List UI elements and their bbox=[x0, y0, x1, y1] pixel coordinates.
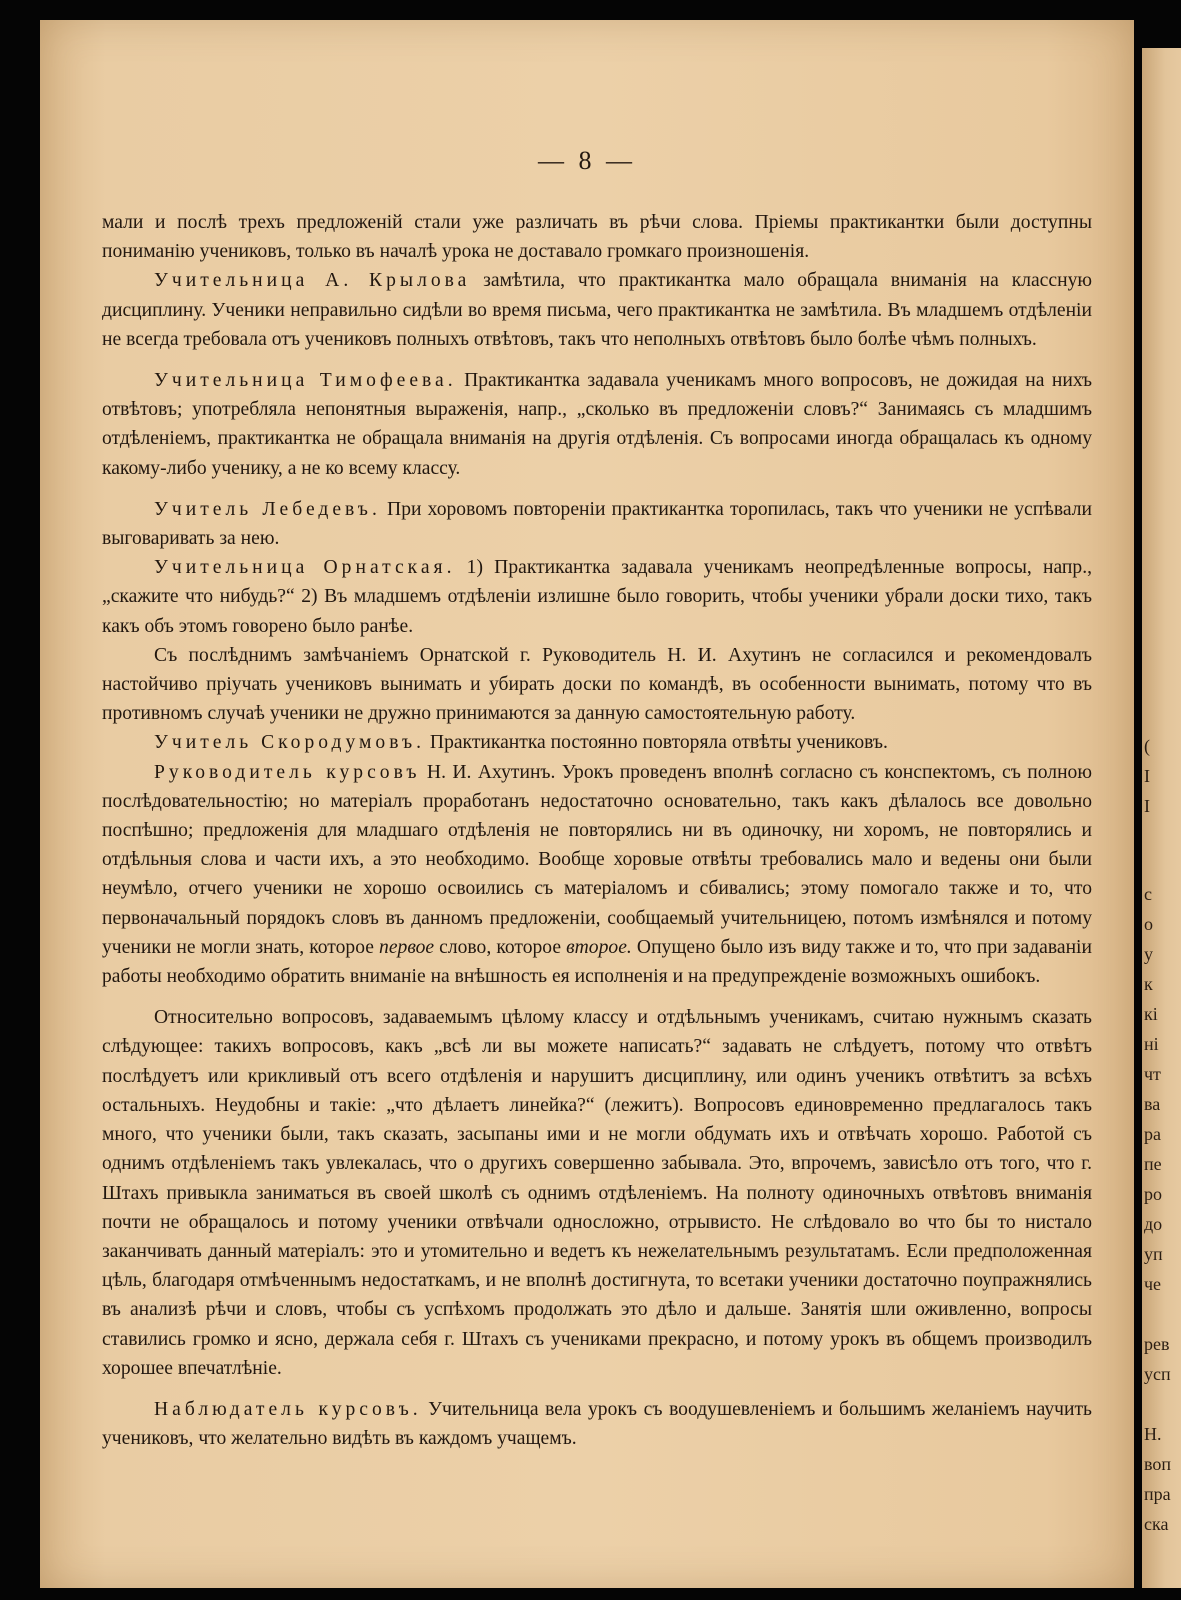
adjacent-page-fragment: че bbox=[1144, 1274, 1162, 1294]
speaker-name: Учитель Скородумовъ. bbox=[154, 732, 426, 754]
paragraph-skorodumov: Учитель Скородумовъ. Практикантка постоянно повторяла отвѣты учениковъ. bbox=[154, 732, 888, 754]
adjacent-page-fragment: у bbox=[1144, 944, 1153, 964]
adjacent-page-fragment: ска bbox=[1144, 1514, 1169, 1534]
speaker-name: Учительница Орнатская. bbox=[154, 557, 456, 579]
adjacent-page-fragment: чт bbox=[1144, 1064, 1161, 1084]
paragraph-timofeeva: Учительница Тимофеева. Практикантка задавала ученикамъ много вопросовъ, не дожидая на нихъ отвѣтовъ; употребляла непонятныя выраженія, напр., „сколько въ предложеніи словъ?“ Занимаясь съ младшимъ отдѣленіемъ, практикантка не обращала вниманія на другія отдѣленія. Съ вопросами иногда обращалась къ одному какому-либо ученику, а не ко всему классу. bbox=[102, 370, 1093, 479]
adjacent-page-fragment: Н. bbox=[1144, 1424, 1162, 1444]
speaker-name: Руководитель курсовъ bbox=[154, 761, 421, 783]
paragraph-ornatskaya: Учительница Орнатская. 1) Практикантка задавала ученикамъ неопредѣленные вопросы, напр., „скажите что нибудь?“ 2) Въ младшемъ отдѣленіи излишне было говорить, чтобы ученики убрали доски тихо, такъ какъ объ этомъ говорено было ранѣе. bbox=[102, 557, 1092, 637]
adjacent-page-fragment: уп bbox=[1144, 1244, 1163, 1264]
paragraph-krylova: Учительница А. Крылова замѣтила, что практикантка мало обращала вниманія на классную дисциплину. Ученики неправильно сидѣли во время письма, чего практикантка не замѣтила. Въ младшемъ отдѣленіи не всегда требовала отъ учениковъ полныхъ отвѣтовъ, такъ что неполныхъ отвѣтовъ было болѣе чѣмъ полныхъ. bbox=[102, 270, 1092, 350]
adjacent-page-fragment: І bbox=[1144, 796, 1150, 816]
adjacent-page-fragment: ро bbox=[1144, 1184, 1162, 1204]
book-page bbox=[40, 20, 1134, 1588]
paragraph-lebedev: Учитель Лебедевъ. При хоровомъ повтореніи практикантка торопилась, такъ что ученики не успѣвали выговаривать за нею. bbox=[102, 498, 1092, 550]
page-body bbox=[102, 208, 1092, 1453]
paragraph-akhutin: Руководитель курсовъ Н. И. Ахутинъ. Урокъ проведенъ вполнѣ согласно съ конспектомъ, съ полною послѣдовательностію; но матеріалъ проработанъ недостаточно основательно, такъ какъ дѣлалось все довольно поспѣшно; предложенія для младшаго отдѣленія не повторялись ни въ одиночку, ни хоромъ, не повторялись и отдѣльныя слова и части ихъ, а это необходимо. Вообще хоровые отвѣты требовались мало и ведены они были неумѣло, отчего ученики не хорошо освоились съ матеріаломъ и сбивались; этому помогало также и то, что первоначальный порядокъ словъ въ данномъ предложеніи, сообщаемый учительницею, потомъ измѣнялся и потому ученики не могли знать, которое первое слово, которое второе. Опущено было изъ виду также и то, что при задаваніи работы необходимо обратить вниманіе на внѣшность ея исполненія и на предупрежденіе возможныхъ ошибокъ. bbox=[102, 761, 1092, 988]
paragraph-observer: Наблюдатель курсовъ. Учительница вела урокъ съ воодушевленіемъ и большимъ желаніемъ научить учениковъ, что желательно видѣть въ каждомъ учащемъ. bbox=[102, 1398, 1092, 1450]
adjacent-page-fragment: рев bbox=[1144, 1334, 1170, 1354]
italic-word: второе. bbox=[566, 936, 632, 958]
adjacent-page-edge bbox=[1142, 48, 1181, 1588]
paragraph-continuation: мали и послѣ трехъ предложеній стали уже различать въ рѣчи слова. Пріемы практикантки были доступны пониманію учениковъ, только въ началѣ урока не доставало громкаго произношенія. bbox=[102, 212, 1092, 263]
adjacent-page-fragment: пра bbox=[1144, 1484, 1171, 1504]
adjacent-page-fragment: о bbox=[1144, 914, 1153, 934]
paragraph-questions: Относительно вопросовъ, задаваемымъ цѣлому классу и отдѣльнымъ ученикамъ, считаю нужнымъ сказать слѣдующее: такихъ вопросовъ, какъ „всѣ ли вы можете написать?“ задавать не слѣдуетъ, потому что отвѣтъ послѣдуетъ или крикливый отъ всего отдѣленія и нарушитъ дисциплину, или одинъ ученикъ отвѣтитъ за всѣхъ остальныхъ. Неудобны и такіе: „что дѣлаетъ линейка?“ (лежитъ). Вопросовъ единовременно предлагалось такъ много, что ученики были, такъ сказать, засыпаны ими и не могли обдумать ихъ и отвѣчать хорошо. Работой съ однимъ отдѣленіемъ такъ увлекалась, что о другихъ совершенно забывала. Это, впрочемъ, зависѣло отъ того, что г. Штахъ привыкла заниматься въ своей школѣ съ однимъ отдѣленіемъ. На полноту одиночныхъ отвѣтовъ вниманія почти не обращалось и потому ученики отвѣчали односложно, отрывисто. Не слѣдовало во что бы то нистало заканчивать данный матеріалъ: это и утомительно и ведетъ къ нежелательнымъ результатамъ. Если предположенная цѣль, благодаря отмѣченнымъ недостаткамъ, и не вполнѣ достигнута, то всетаки ученики достаточно поупражнялись въ анализѣ рѣчи и словъ, чтобы съ успѣхомъ продолжать это дѣло и дальше. Занятія шли оживленно, вопросы ставились громко и ясно, держала себя г. Штахъ съ учениками прекрасно, и потому урокъ въ общемъ производилъ хорошее впечатлѣніе. bbox=[102, 1007, 1092, 1379]
adjacent-page-fragment: ра bbox=[1144, 1124, 1161, 1144]
adjacent-page-fragment: воп bbox=[1144, 1454, 1172, 1474]
speaker-name: Учительница А. Крылова bbox=[154, 270, 471, 292]
adjacent-page-fragment: І bbox=[1144, 766, 1150, 786]
speaker-name: Наблюдатель курсовъ. bbox=[154, 1398, 422, 1420]
speaker-name: Учительница Тимофеева. bbox=[154, 370, 457, 392]
adjacent-page-fragment: ні bbox=[1144, 1034, 1159, 1054]
adjacent-page-fragment: кі bbox=[1144, 1004, 1158, 1024]
adjacent-page-fragment: с bbox=[1144, 884, 1152, 904]
speaker-name: Учитель Лебедевъ. bbox=[154, 498, 381, 520]
italic-word: первое bbox=[379, 936, 435, 958]
adjacent-page-fragment: до bbox=[1144, 1214, 1163, 1234]
adjacent-page-fragment: пе bbox=[1144, 1154, 1162, 1174]
adjacent-page-fragment: усп bbox=[1144, 1364, 1171, 1384]
adjacent-page-fragment: ( bbox=[1144, 736, 1150, 756]
page-number: — 8 — bbox=[538, 146, 636, 175]
paragraph-rukovoditel-remark: Съ послѣднимъ замѣчаніемъ Орнатской г. Руководитель Н. И. Ахутинъ не согласился и рекомендовалъ настойчиво пріучать учениковъ вынимать и убирать доски по командѣ, въ особенности вынимать, потому что въ противномъ случаѣ ученики не дружно принимаются за данную самостоятельную работу. bbox=[102, 644, 1092, 725]
adjacent-page-fragment: ва bbox=[1144, 1094, 1161, 1114]
adjacent-page-fragment: к bbox=[1144, 974, 1153, 994]
